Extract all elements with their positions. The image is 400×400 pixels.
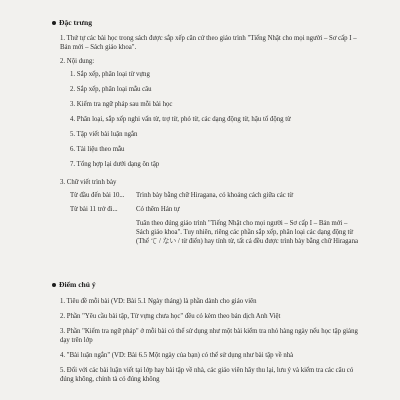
features-paragraph-1: 1. Thứ tự các bài học trong sách được sắp xếp căn cứ theo giáo trình "Tiếng Nhật cho mọi người – Sơ cấp I – Bản mới – Sách giáo khoa". bbox=[60, 35, 357, 51]
content-item-2: 2. Sắp xếp, phân loại mẫu câu bbox=[70, 86, 152, 93]
script-title: 3. Chữ viết trình bày bbox=[60, 179, 117, 186]
note-item-2: 2. Phần "Yêu cầu bài tập, Từ vựng chưa học" đều có kèm theo bản dịch Anh Việt bbox=[60, 313, 281, 320]
note-item-1: 1. Tiêu đề mỗi bài (VD: Bài 5.1 Ngày tháng) là phần dành cho giáo viên bbox=[60, 298, 257, 305]
script-note: Tuân theo đúng giáo trình "Tiếng Nhật cho mọi người – Sơ cấp I – Bản mới – Sách giáo khoa". Tuy nhiên, riêng các phần sắp xếp, phân loại các dạng động từ (Thể て / ない / từ điển) hay tính từ, tất cả đều được trình bày bằng chữ Hiragana bbox=[136, 220, 358, 245]
features-heading-text: Đặc trưng bbox=[59, 18, 93, 27]
script-row-text-2: Có thêm Hán tự bbox=[136, 206, 180, 213]
content-item-5: 5. Tập viết bài luận ngắn bbox=[70, 131, 138, 138]
script-row-label-2: Từ bài 11 trở đi... bbox=[70, 206, 118, 213]
bullet-icon bbox=[52, 21, 56, 25]
note-item-4: 4. "Bài luận ngắn" (VD: Bài 6.5 Một ngày của bạn) có thể sử dụng như bài tập về nhà bbox=[60, 352, 294, 359]
bullet-icon bbox=[52, 283, 56, 287]
content-item-6: 6. Tài liệu theo mẫu bbox=[70, 146, 125, 153]
content-item-3: 3. Kiểm tra ngữ pháp sau mỗi bài học bbox=[70, 101, 173, 108]
notes-heading bbox=[52, 280, 96, 289]
content-title: 2. Nội dung: bbox=[60, 58, 95, 65]
content-item-7: 7. Tổng hợp lại dưới dạng ôn tập bbox=[70, 161, 160, 168]
script-row-label-1: Từ đầu đến bài 10... bbox=[70, 192, 125, 199]
content-item-4: 4. Phân loại, sắp xếp nghi vấn từ, trợ từ, phó từ, các dạng động từ, hậu tố động từ bbox=[70, 116, 291, 123]
notes-heading-text: Điểm chú ý bbox=[59, 280, 96, 289]
content-item-1: 1. Sắp xếp, phân loại từ vựng bbox=[70, 71, 150, 78]
features-heading bbox=[52, 18, 92, 27]
script-row-text-1: Trình bày bằng chữ Hiragana, có khoảng cách giữa các từ bbox=[136, 192, 294, 199]
note-item-3: 3. Phần "Kiểm tra ngữ pháp" ở mỗi bài có thể sử dụng như một bài kiểm tra nhỏ hàng ngày nếu học tập giảng dạy trên lớp bbox=[60, 328, 358, 344]
note-item-5: 5. Đối với các bài luận viết tại lớp hay bài tập về nhà, các giáo viên hãy thu lại, lưu ý và kiểm tra các câu có đúng không, chỉnh tà có đúng không bbox=[60, 367, 354, 383]
